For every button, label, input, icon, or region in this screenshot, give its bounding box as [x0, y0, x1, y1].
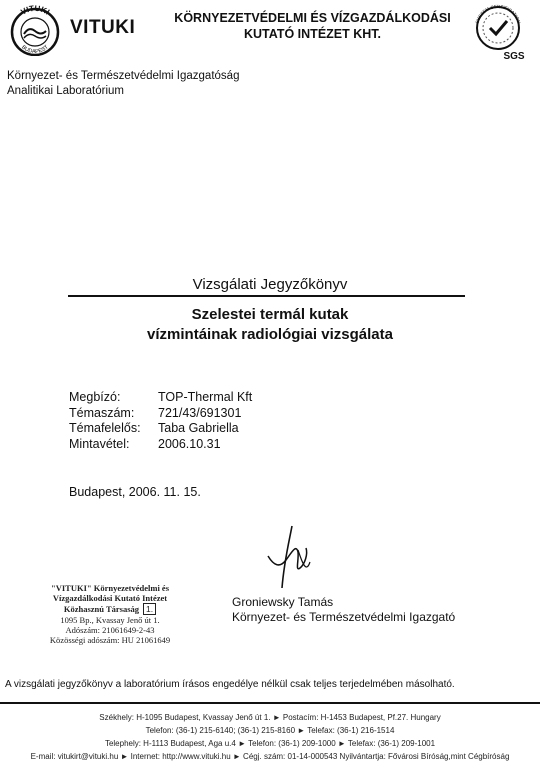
- meta-row-responsible: [69, 421, 252, 437]
- meta-label: Megbízó:: [69, 390, 121, 404]
- metadata-block: [69, 390, 252, 452]
- meta-label: Témaszám:: [69, 405, 135, 420]
- footer-line-4: E-mail: vitukirt@vituki.hu ► Internet: http://www.vituki.hu ► Cégj. szám: 01-14-000543 Nyilvántartja: Fővárosi Bíróság,mint Cégbíróság: [30, 752, 510, 761]
- svg-text:SYSTEM CERTIFICATION: [475, 4, 522, 24]
- company-stamp: [35, 583, 185, 645]
- subject-line-2: vízmintáinak radiológiai vizsgálata: [147, 326, 393, 343]
- footer-rule: [0, 702, 540, 704]
- institute-line-2: KUTATÓ INTÉZET KHT.: [243, 27, 382, 41]
- cert-mark-text: SYSTEM CERTIFICATION: [474, 4, 522, 25]
- cert-label: SGS: [503, 51, 525, 62]
- logo-city: BUDAPEST: [20, 44, 50, 56]
- document-subject: [0, 305, 540, 345]
- meta-value: 721/43/691301: [158, 405, 242, 420]
- signature-icon: [262, 522, 322, 592]
- meta-value: TOP-Thermal Kft: [158, 390, 253, 404]
- copy-notice: A vizsgálati jegyzőkönyv a laboratórium írásos engedélye nélkül csak teljes terjedelmében másolható.: [5, 679, 455, 690]
- logo-arc-text: VITUKI: [19, 4, 52, 17]
- sgs-certification-mark: [468, 4, 530, 62]
- place-date: Budapest, 2006. 11. 15.: [69, 485, 201, 499]
- stamp-box: 1.: [143, 603, 156, 615]
- handwritten-signature: [262, 522, 322, 592]
- institute-name: [170, 10, 455, 42]
- stamp-line-1: "VITUKI" Környezetvédelmi és: [50, 583, 170, 593]
- logo-name: VITUKI: [70, 17, 136, 38]
- subject-line-1: Szelestei termál kutak: [191, 306, 349, 323]
- department: [7, 69, 239, 99]
- certification-seal-icon: [468, 4, 530, 62]
- footer-line-3: Telephely: H-1113 Budapest, Aga u.4 ► Telefon: (36-1) 209-1000 ► Telefax: (36-1) 209-1001: [104, 739, 436, 748]
- stamp-line-4: 1095 Bp., Kvassay Jenő út 1.: [60, 615, 160, 625]
- title-rule: [68, 295, 465, 297]
- meta-row-client: [69, 390, 252, 406]
- meta-label: Témafelelős:: [69, 421, 141, 435]
- meta-value: Taba Gabriella: [158, 421, 239, 435]
- svg-text:VITUKI: [19, 4, 51, 17]
- department-line-1: Környezet- és Természetvédelmi Igazgatóság: [7, 70, 240, 82]
- institute-line-1: KÖRNYEZETVÉDELMI ÉS VÍZGAZDÁLKODÁSI: [174, 11, 451, 25]
- footer: [0, 711, 540, 763]
- document-type-title: Vizsgálati Jegyzőkönyv: [192, 276, 348, 293]
- meta-row-topic-number: [69, 406, 252, 422]
- meta-label: Mintavétel:: [69, 436, 130, 451]
- footer-line-2: Telefon: (36-1) 215-6140; (36-1) 215-8160 ► Telefax: (36-1) 216-1514: [145, 726, 395, 735]
- signer-block: [232, 595, 455, 625]
- department-line-2: Analitikai Laboratórium: [7, 85, 124, 97]
- stamp-line-6: Közösségi adószám: HU 21061649: [49, 635, 171, 645]
- stamp-line-3: Közhasznú Társaság: [63, 604, 140, 614]
- vituki-logo: [6, 4, 64, 56]
- signer-title: Környezet- és Természetvédelmi Igazgató: [232, 610, 456, 624]
- signer-name: Groniewsky Tamás: [232, 595, 334, 609]
- footer-line-1: Székhely: H-1095 Budapest, Kvassay Jenő út 1. ► Postacím: H-1453 Budapest, Pf.27. Hungary: [99, 713, 441, 722]
- stamp-line-2: Vízgazdálkodási Kutató Intézet: [52, 593, 168, 603]
- meta-value: 2006.10.31: [158, 436, 221, 451]
- stamp-line-5: Adószám: 21061649-2-43: [65, 625, 155, 635]
- meta-row-sampling: [69, 437, 252, 453]
- vituki-logo-icon: [6, 4, 64, 56]
